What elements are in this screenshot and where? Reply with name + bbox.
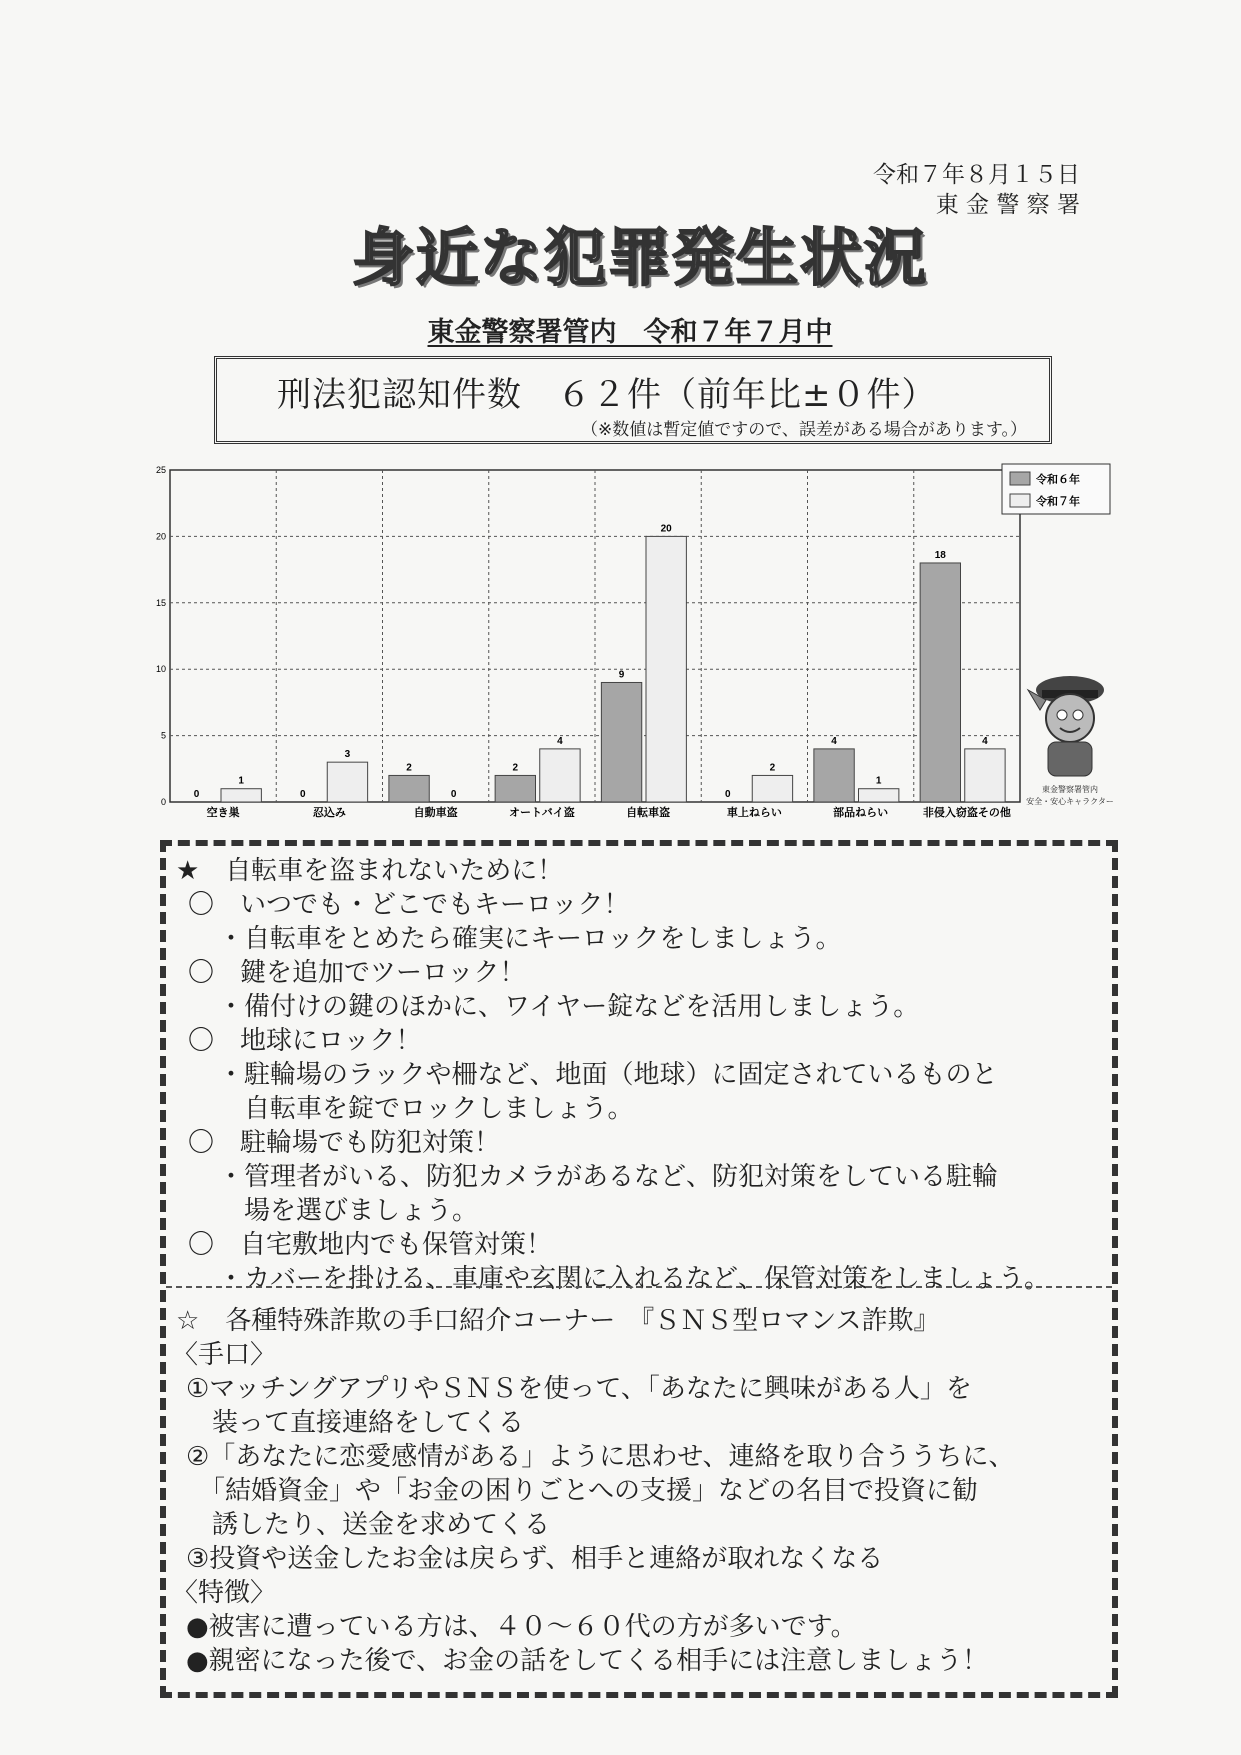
bar-value-label: 1 [238, 775, 244, 787]
feature-label: 〈特徴〉 [172, 1578, 277, 1608]
method-line: 装って直接連絡をしてくる [186, 1408, 525, 1438]
bar-value-label: 2 [769, 762, 776, 774]
x-category-label: 忍込み [312, 807, 346, 819]
mascot-image [1020, 660, 1120, 820]
bar [814, 749, 854, 802]
bar-value-label: 0 [725, 789, 731, 800]
method-label: 〈手口〉 [172, 1340, 277, 1370]
x-category-label: 自転車盗 [626, 807, 671, 819]
bar [752, 775, 792, 802]
bar [540, 749, 580, 802]
tip-point: 〇 地球にロック！ [188, 1026, 422, 1056]
bar-value-label: 0 [300, 789, 306, 800]
feature-line: ●親密になった後で、お金の話をしてくる相手には注意しましょう！ [186, 1646, 989, 1676]
fraud-heading: ☆ 各種特殊詐欺の手口紹介コーナー 『ＳＮＳ型ロマンス詐欺』 [176, 1306, 940, 1336]
tip-detail: ・カバーを掛ける、車庫や玄関に入れるなど、保管対策をしましょう。 [218, 1264, 1051, 1294]
y-tick-label: 5 [160, 730, 166, 741]
x-category-label: 自動車盗 [413, 807, 458, 819]
y-tick-label: 20 [155, 531, 166, 542]
mascot-caption-1: 東金警察署管内 [1042, 785, 1098, 794]
section-divider [166, 1286, 1112, 1288]
x-category-label: 部品ねらい [833, 807, 889, 819]
bar-value-label: 0 [193, 789, 200, 800]
police-station: 東 金 警 察 署 [935, 192, 1080, 218]
tip-detail: 自転車を錠でロックしましょう。 [218, 1094, 634, 1124]
bar-value-label: 4 [982, 735, 988, 747]
x-category-label: 車上ねらい [726, 807, 782, 819]
bar [327, 762, 367, 802]
tip-point: 〇 自宅敷地内でも保管対策！ [188, 1230, 553, 1260]
page-title: 身近な犯罪発生状況 [351, 221, 928, 294]
police-mascot [1020, 660, 1120, 820]
tip-point: 〇 駐輪場でも防犯対策！ [188, 1128, 501, 1158]
tip-point: 〇 いつでも・どこでもキーロック！ [188, 890, 630, 920]
y-tick-label: 15 [155, 597, 166, 608]
legend-label: 令和７年 [1036, 496, 1080, 508]
tip-detail: ・駐輪場のラックや柵など、地面（地球）に固定されているものと [218, 1060, 998, 1090]
tip-detail: ・管理者がいる、防犯カメラがあるなど、防犯対策をしている駐輪 [218, 1162, 999, 1192]
summary-box [214, 356, 1052, 444]
method-line: ②「あなたに恋愛感情がある」ように思わせ、連絡を取り合ううちに、 [186, 1442, 1015, 1472]
crime-bar-chart [150, 458, 1130, 830]
method-line: 「結婚資金」や「お金の困りごとへの支援」などの名目で投資に勧 [186, 1476, 978, 1506]
y-tick-label: 25 [155, 465, 166, 475]
bar-value-label: 4 [831, 735, 837, 747]
bar [495, 775, 535, 802]
bar [965, 749, 1005, 802]
bar-value-label: 3 [344, 749, 351, 761]
method-line: ①マッチングアプリやＳＮＳを使って、「あなたに興味がある人」を [186, 1374, 972, 1404]
page-subtitle: 東金警察署管内 令和７年７月中 [427, 317, 833, 348]
tips-box [160, 840, 1118, 1698]
bar [859, 789, 899, 802]
bar-value-label: 2 [512, 762, 519, 774]
method-line: 誘したり、送金を求めてくる [186, 1510, 551, 1540]
legend-swatch [1010, 494, 1030, 507]
y-tick-label: 10 [155, 664, 166, 675]
method-line: ③投資や送金したお金は戻らず、相手と連絡が取れなくなる [186, 1544, 884, 1574]
header-date-block [840, 160, 1080, 220]
tip-point: 〇 鍵を追加でツーロック！ [188, 958, 526, 988]
feature-line: ●被害に遭っている方は、４０～６０代の方が多いです。 [186, 1612, 857, 1642]
x-category-label: オートバイ盗 [508, 807, 575, 819]
tip-detail: ・備付けの鍵のほかに、ワイヤー錠などを活用しましょう。 [218, 992, 920, 1022]
bar [601, 682, 641, 802]
bar [221, 789, 261, 802]
bar-value-label: 0 [450, 789, 457, 800]
issue-date: 令和７年８月１５日 [873, 162, 1080, 188]
x-category-label: 非侵入窃盗その他 [922, 807, 1011, 819]
tip-detail: ・自転車をとめたら確実にキーロックをしましょう。 [218, 924, 842, 954]
bar-value-label: 2 [406, 762, 412, 774]
bar [646, 536, 686, 802]
y-tick-label: 0 [160, 797, 166, 807]
bar [389, 775, 429, 802]
tips-heading: ★ 自転車を盗まれないために！ [176, 856, 564, 886]
bar-value-label: 9 [618, 669, 625, 681]
bar-value-label: 20 [660, 523, 672, 535]
bar-value-label: 4 [557, 735, 563, 747]
mascot-caption-2: 安全・安心キャラクター [1026, 797, 1114, 806]
bar-value-label: 1 [875, 775, 882, 787]
crime-count-summary: 刑法犯認知件数 ６２件（前年比±０件） [277, 375, 937, 415]
legend-label: 令和６年 [1036, 474, 1080, 486]
bar [920, 563, 960, 802]
tip-detail: 場を選びましょう。 [218, 1196, 479, 1226]
x-category-label: 空き巣 [206, 807, 240, 819]
legend-swatch [1010, 472, 1030, 485]
bar-value-label: 18 [934, 549, 946, 561]
provisional-note: （※数値は暫定値ですので、誤差がある場合があります。） [580, 420, 1027, 440]
